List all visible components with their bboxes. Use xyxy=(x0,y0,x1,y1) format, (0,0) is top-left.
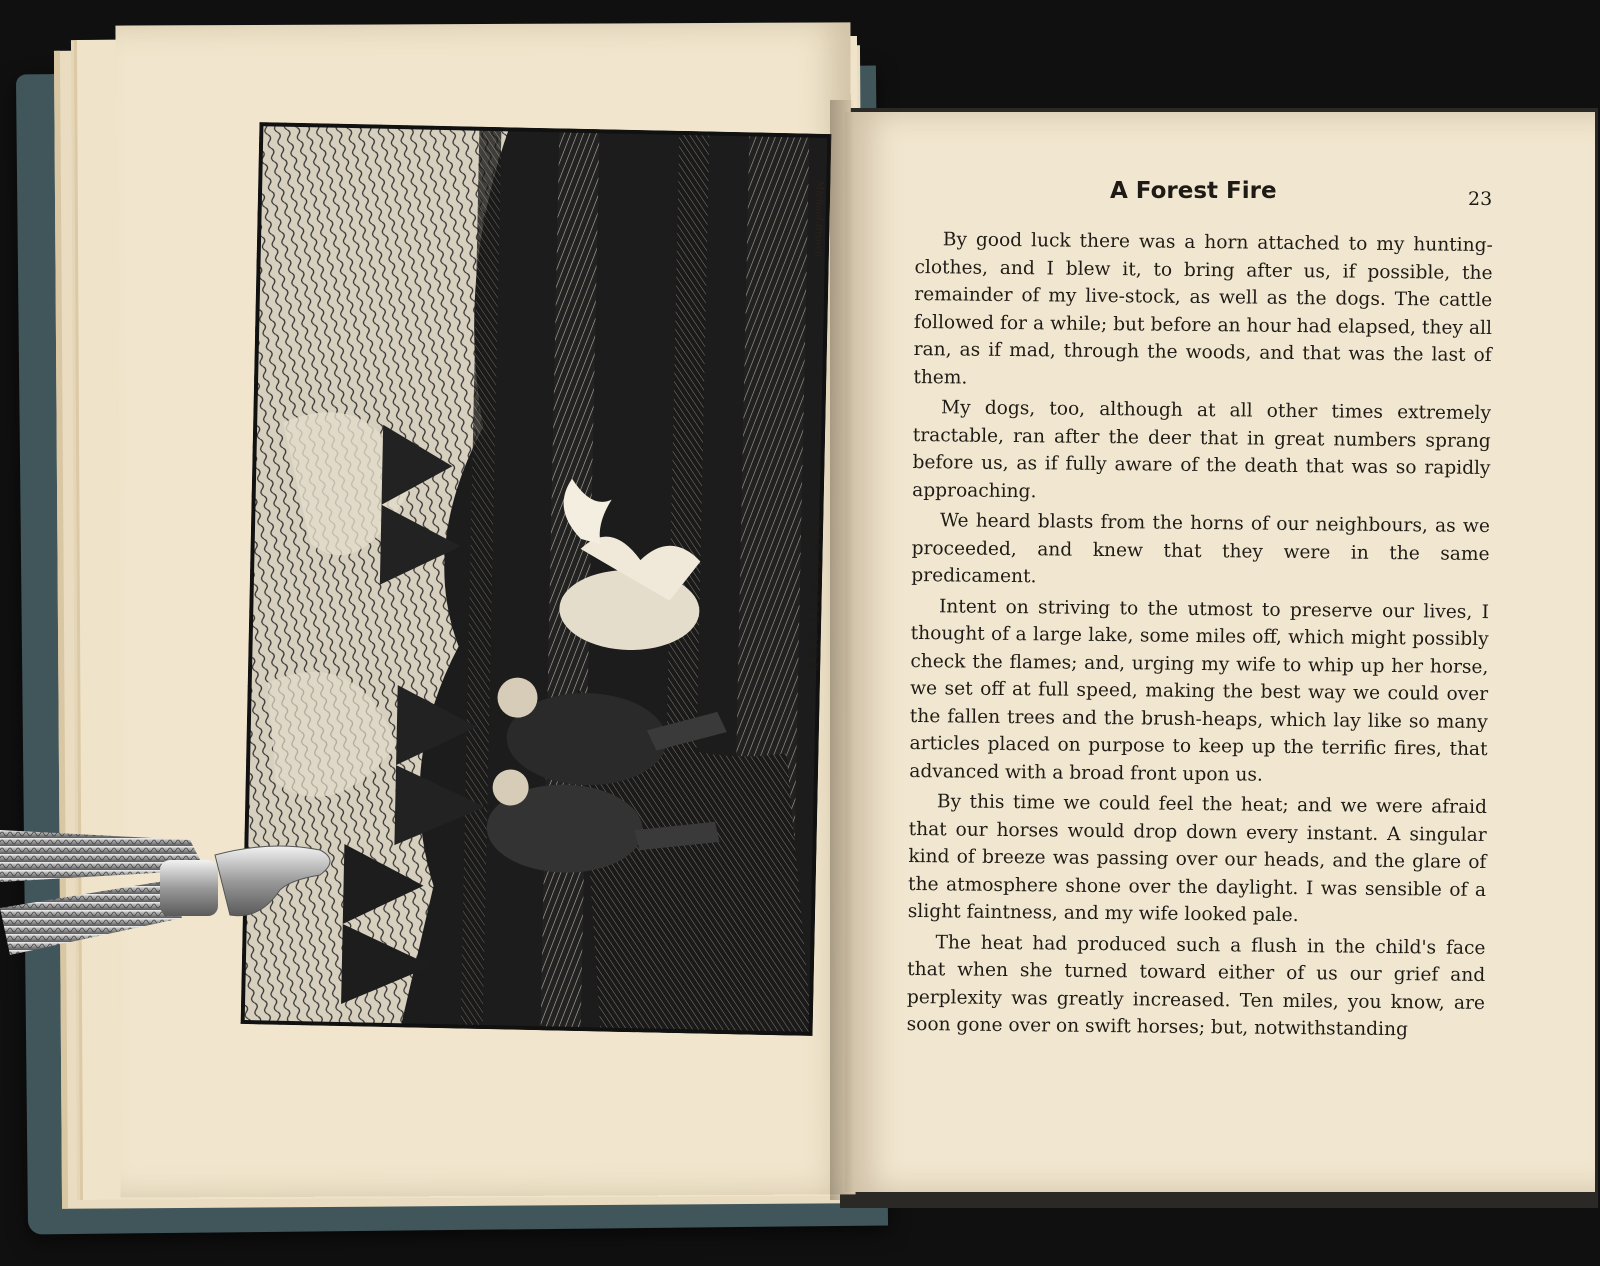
book-gutter xyxy=(830,100,854,1200)
paragraph: By this time we could feel the heat; and we were afraid that our horses would drop down every instant. A singular kind of breeze was passing over our heads, and the glare of the atmosphere shone over the daylight. I was sensible of a slight faintness, and my wife looked pale. xyxy=(907,791,1488,927)
silver-page-clip xyxy=(0,830,345,980)
paragraph: We heard blasts from the horns of our neighbours, as we proceeded, and knew that they were in the same predicament. xyxy=(911,510,1490,588)
paragraph: My dogs, too, although at all other times extremely tractable, ran after the deer that in great numbers sprang before us, as if fully aware of the death that was so rapidly approaching. xyxy=(912,397,1492,502)
paragraph: The heat had produced such a flush in the child's face that when she turned toward either of us our grief and perplexity was greatly increased. Ten miles, you know, are soon gone over on swift horses; but, notwithstanding xyxy=(906,931,1486,1041)
page-text xyxy=(906,226,1493,1048)
illustration-caption: THE FOREST FIRE. xyxy=(806,519,823,680)
page-number: 23 xyxy=(1468,188,1493,210)
illustration-signature: Michael Brown. xyxy=(812,179,825,261)
paragraph: By good luck there was a horn attached to my hunting-clothes, and I blew it, to bring after us, if possible, the remainder of my live-stock, as well as the dogs. The cattle followed for a while; but before an hour had elapsed, they all ran, as if mad, through the woods, and that was the last of them. xyxy=(913,229,1493,389)
paragraph: Intent on striving to the utmost to preserve our lives, I thought of a large lake, some miles off, which might possibly check the flames; and, urging my wife to whip up her horse, we set off at full speed, making the best way we could over the fallen trees and the brush-heaps, which lay like so many articles placed on purpose to keep up the terrific fires, that advanced with a broad front upon us. xyxy=(909,595,1490,786)
running-header: A Forest Fire xyxy=(1110,178,1277,204)
